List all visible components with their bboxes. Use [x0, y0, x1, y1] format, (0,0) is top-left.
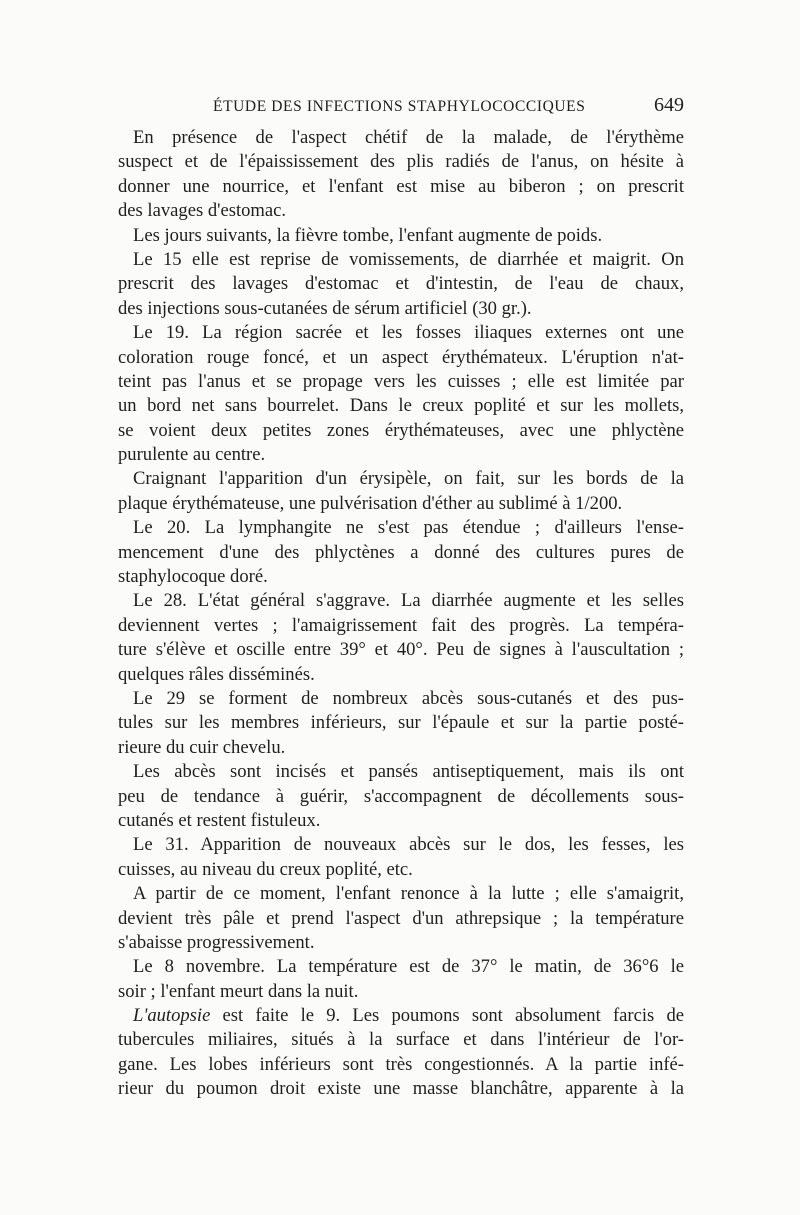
text-line: rieure du cuir chevelu.: [118, 736, 286, 758]
text-line: [118, 1004, 684, 1028]
text-line: Le 29 se forment de nombreux abcès sous-cutanés et des pus-: [133, 687, 684, 709]
text-line: quelques râles disséminés.: [118, 663, 315, 685]
text-line: soir ; l'enfant meurt dans la nuit.: [118, 980, 359, 1002]
text-line: En présence de l'aspect chétif de la malade, de l'érythème: [133, 127, 684, 148]
text-line: Le 8 novembre. La température est de 37° le matin, de 36°6 le: [133, 956, 684, 978]
text-line: rieur du poumon droit existe une masse blanchâtre, apparente à la: [118, 1078, 684, 1100]
text-line: des lavages d'estomac.: [118, 200, 287, 222]
text-line: staphylocoque doré.: [118, 566, 268, 588]
text-line: prescrit des lavages d'estomac et d'intestin, de l'eau de chaux,: [118, 273, 684, 295]
text-line: Les jours suivants, la fièvre tombe, l'enfant augmente de poids.: [133, 224, 603, 246]
text-line: gane. Les lobes inférieurs sont très congestionnés. A la partie infé-: [118, 1053, 684, 1075]
text-line: des injections sous-cutanées de sérum artificiel (30 gr.).: [118, 297, 532, 319]
text-line: plaque érythémateuse, une pulvérisation d'éther au sublimé à 1/200.: [118, 492, 623, 514]
text-line: peu de tendance à guérir, s'accompagnent de décollements sous-: [118, 785, 684, 807]
text-line: se voient deux petites zones érythémateuses, avec une phlyctène: [118, 419, 684, 441]
text-line: devient très pâle et prend l'aspect d'un athrepsique ; la température: [118, 907, 684, 929]
text-line: Le 28. L'état général s'aggrave. La diarrhée augmente et les selles: [133, 590, 684, 612]
text-line: teint pas l'anus et se propage vers les cuisses ; elle est limitée par: [118, 370, 684, 392]
text-line: Le 15 elle est reprise de vomissements, de diarrhée et maigrit. On: [133, 248, 684, 270]
italic-term: L'autopsie: [133, 1005, 211, 1027]
text-line: coloration rouge foncé, et un aspect érythémateux. L'éruption n'at-: [118, 346, 684, 368]
text-line: Le 31. Apparition de nouveaux abcès sur le dos, les fesses, les: [133, 834, 684, 856]
text-line: deviennent vertes ; l'amaigrissement fait des progrès. La tempéra-: [118, 614, 684, 636]
running-title: ÉTUDE DES INFECTIONS STAPHYLOCOCCIQUES: [213, 98, 586, 115]
line-text: est faite le 9. Les poumons sont absolument farcis de: [210, 1005, 684, 1027]
text-line: Les abcès sont incisés et pansés antiseptiquement, mais ils ont: [133, 761, 684, 783]
page-number: 649: [654, 94, 684, 116]
text-line: A partir de ce moment, l'enfant renonce à la lutte ; elle s'amaigrit,: [133, 883, 684, 905]
text-line: Le 20. La lymphangite ne s'est pas étendue ; d'ailleurs l'ense-: [133, 517, 684, 539]
text-line: Craignant l'apparition d'un érysipèle, on fait, sur les bords de la: [133, 468, 684, 490]
text-line: cuisses, au niveau du creux poplité, etc.: [118, 858, 413, 880]
text-line: purulente au centre.: [118, 444, 266, 466]
text-line: suspect et de l'épaississement des plis radiés de l'anus, on hésite à: [118, 151, 684, 173]
body-text: [118, 126, 684, 1102]
text-line: mencement d'une des phlyctènes a donné des cultures pures de: [118, 541, 684, 563]
text-line: donner une nourrice, et l'enfant est mise au biberon ; on prescrit: [118, 175, 684, 197]
text-line: cutanés et restent fistuleux.: [118, 809, 321, 831]
text-line: ture s'élève et oscille entre 39° et 40°. Peu de signes à l'auscultation ;: [118, 639, 684, 661]
text-line: un bord net sans bourrelet. Dans le creux poplité et sur les mollets,: [118, 395, 684, 417]
running-header: [118, 94, 684, 120]
text-line: tules sur les membres inférieurs, sur l'épaule et sur la partie posté-: [118, 712, 684, 734]
text-line: tubercules miliaires, situés à la surface et dans l'intérieur de l'or-: [118, 1029, 684, 1051]
text-line: s'abaisse progressivement.: [118, 931, 315, 953]
text-line: Le 19. La région sacrée et les fosses iliaques externes ont une: [133, 322, 684, 344]
